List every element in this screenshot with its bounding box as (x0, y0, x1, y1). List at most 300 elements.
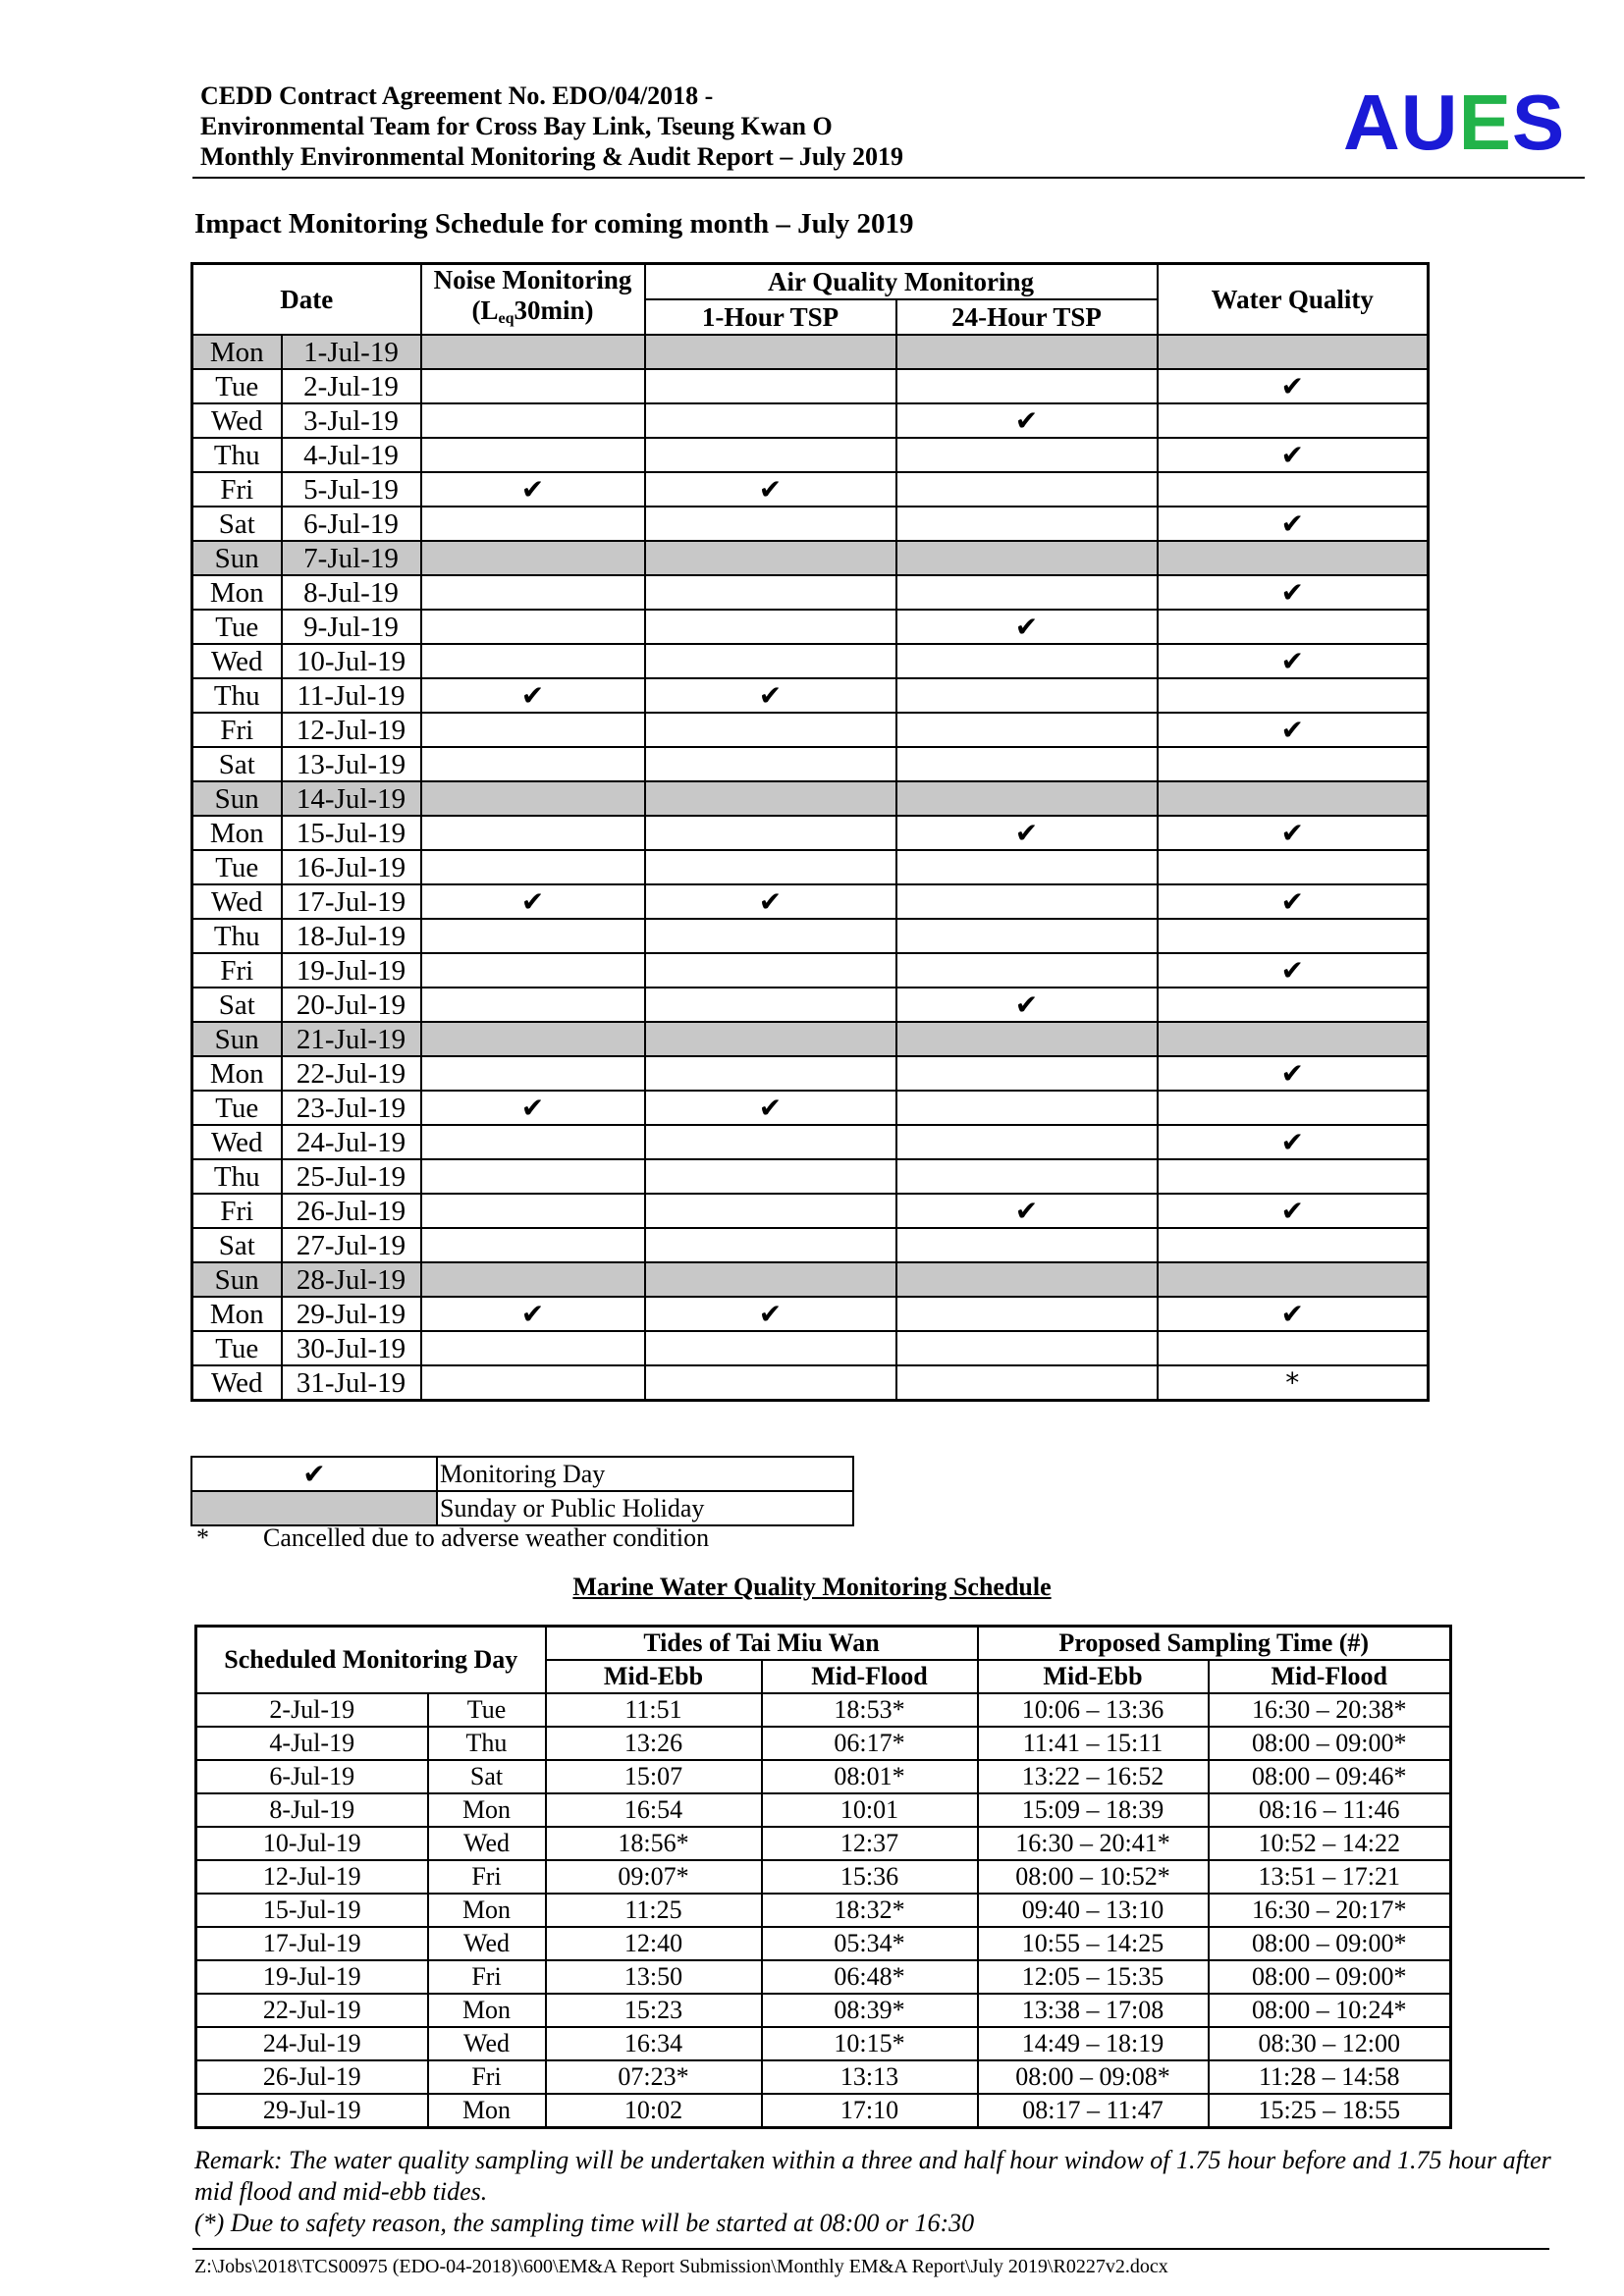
sampling-mid-ebb-cell: 10:06 – 13:36 (978, 1693, 1209, 1727)
tsp-24hour-cell (896, 507, 1158, 541)
tsp-24hour-cell (896, 1297, 1158, 1331)
tide-mid-ebb-cell: 13:26 (546, 1727, 762, 1760)
schedule-row (192, 713, 1429, 747)
tide-mid-flood-cell: 10:15* (762, 2027, 978, 2060)
schedule-row (192, 816, 1429, 850)
tide-mid-ebb-cell: 07:23* (546, 2060, 762, 2094)
noise-cell (421, 816, 645, 850)
tsp-24hour-cell (896, 575, 1158, 610)
noise-cell (421, 953, 645, 988)
schedule-day-cell: Wed (192, 1365, 282, 1401)
tsp-1hour-cell (645, 816, 896, 850)
tsp-24hour-cell (896, 919, 1158, 953)
sampling-mid-flood-cell: 10:52 – 14:22 (1209, 1827, 1451, 1860)
schedule-row (192, 335, 1429, 369)
sampling-mid-ebb-cell: 15:09 – 18:39 (978, 1793, 1209, 1827)
schedule-row (192, 1125, 1429, 1159)
schedule-day-cell: Wed (192, 403, 282, 438)
noise-cell (421, 1159, 645, 1194)
sampling-time-header: Proposed Sampling Time (#) (978, 1627, 1451, 1661)
marine-row (196, 1827, 1451, 1860)
marine-date-cell: 12-Jul-19 (196, 1860, 428, 1894)
marine-row (196, 1960, 1451, 1994)
water-quality-cell (1158, 850, 1429, 884)
marine-day-cell: Wed (428, 2027, 546, 2060)
noise-cell (421, 1331, 645, 1365)
water-quality-cell: ✔ (1158, 507, 1429, 541)
schedule-date-cell: 12-Jul-19 (282, 713, 421, 747)
noise-cell (421, 1056, 645, 1091)
tide-mid-flood-cell: 08:39* (762, 1994, 978, 2027)
marine-row (196, 2027, 1451, 2060)
schedule-day-cell: Mon (192, 1297, 282, 1331)
noise-cell (421, 1194, 645, 1228)
tide-mid-ebb-cell: 11:51 (546, 1693, 762, 1727)
tsp-24hour-cell (896, 472, 1158, 507)
sampling-mid-ebb-cell: 10:55 – 14:25 (978, 1927, 1209, 1960)
schedule-day-cell: Mon (192, 575, 282, 610)
marine-date-cell: 2-Jul-19 (196, 1693, 428, 1727)
schedule-day-cell: Wed (192, 644, 282, 678)
tide-mid-flood-cell: 18:32* (762, 1894, 978, 1927)
tsp-1hour-cell (645, 1228, 896, 1262)
marine-date-cell: 26-Jul-19 (196, 2060, 428, 2094)
tide-mid-ebb-cell: 15:07 (546, 1760, 762, 1793)
marine-row (196, 1927, 1451, 1960)
tsp-24hour-cell (896, 884, 1158, 919)
tsp-24hour-cell (896, 1022, 1158, 1056)
schedule-rows (192, 335, 1429, 1401)
marine-date-cell: 22-Jul-19 (196, 1994, 428, 2027)
marine-day-cell: Fri (428, 1860, 546, 1894)
sampling-mid-ebb-cell: 14:49 – 18:19 (978, 2027, 1209, 2060)
noise-cell (421, 438, 645, 472)
tsp-24hour-cell (896, 1125, 1158, 1159)
tsp-24hour-cell (896, 1091, 1158, 1125)
legend-monitoring-label: Monitoring Day (437, 1457, 853, 1491)
noise-cell: ✔ (421, 472, 645, 507)
sampling-mid-ebb-cell: 16:30 – 20:41* (978, 1827, 1209, 1860)
tide-mid-ebb-cell: 16:34 (546, 2027, 762, 2060)
schedule-title: Impact Monitoring Schedule for coming month – July 2019 (194, 208, 914, 240)
tide-mid-ebb-header: Mid-Ebb (546, 1660, 762, 1693)
water-quality-cell (1158, 1159, 1429, 1194)
water-quality-cell (1158, 678, 1429, 713)
schedule-date-cell: 6-Jul-19 (282, 507, 421, 541)
water-quality-header: Water Quality (1158, 264, 1429, 336)
schedule-date-cell: 14-Jul-19 (282, 781, 421, 816)
schedule-day-cell: Mon (192, 335, 282, 369)
marine-day-cell: Mon (428, 1793, 546, 1827)
date-header: Date (192, 264, 421, 336)
schedule-day-cell: Tue (192, 1091, 282, 1125)
water-quality-cell: ✔ (1158, 575, 1429, 610)
noise-cell: ✔ (421, 678, 645, 713)
water-quality-cell: ✔ (1158, 713, 1429, 747)
noise-header-line1: Noise Monitoring (433, 265, 632, 294)
water-quality-cell: * (1158, 1365, 1429, 1401)
tide-mid-flood-cell: 17:10 (762, 2094, 978, 2128)
schedule-row (192, 438, 1429, 472)
tsp-1hour-cell (645, 541, 896, 575)
scheduled-day-header: Scheduled Monitoring Day (196, 1627, 546, 1694)
tides-header: Tides of Tai Miu Wan (546, 1627, 978, 1661)
tide-mid-flood-cell: 15:36 (762, 1860, 978, 1894)
schedule-row (192, 1022, 1429, 1056)
schedule-day-cell: Tue (192, 610, 282, 644)
tide-mid-flood-cell: 05:34* (762, 1927, 978, 1960)
schedule-row (192, 747, 1429, 781)
schedule-date-cell: 7-Jul-19 (282, 541, 421, 575)
tsp-1hour-cell (645, 1365, 896, 1401)
marine-row (196, 2094, 1451, 2128)
water-quality-cell: ✔ (1158, 369, 1429, 403)
tsp-24hour-header: 24-Hour TSP (896, 299, 1158, 335)
header-line-team: Environmental Team for Cross Bay Link, Tseung Kwan O (200, 112, 833, 140)
water-quality-cell: ✔ (1158, 1125, 1429, 1159)
tide-mid-flood-cell: 12:37 (762, 1827, 978, 1860)
sampling-mid-flood-header: Mid-Flood (1209, 1660, 1451, 1693)
tsp-1hour-cell (645, 1194, 896, 1228)
schedule-row (192, 850, 1429, 884)
water-quality-cell: ✔ (1158, 884, 1429, 919)
tide-mid-flood-cell: 08:01* (762, 1760, 978, 1793)
noise-cell (421, 781, 645, 816)
tsp-24hour-cell (896, 747, 1158, 781)
schedule-row (192, 403, 1429, 438)
noise-header-post: 30min) (514, 295, 594, 325)
noise-cell (421, 850, 645, 884)
schedule-row (192, 644, 1429, 678)
marine-date-cell: 4-Jul-19 (196, 1727, 428, 1760)
schedule-date-cell: 10-Jul-19 (282, 644, 421, 678)
tsp-24hour-cell: ✔ (896, 988, 1158, 1022)
water-quality-cell: ✔ (1158, 816, 1429, 850)
schedule-row (192, 678, 1429, 713)
tsp-24hour-cell (896, 644, 1158, 678)
schedule-day-cell: Wed (192, 884, 282, 919)
tsp-24hour-cell (896, 1159, 1158, 1194)
tsp-1hour-cell (645, 747, 896, 781)
noise-cell (421, 1022, 645, 1056)
water-quality-cell (1158, 1228, 1429, 1262)
noise-cell (421, 919, 645, 953)
tsp-1hour-cell (645, 713, 896, 747)
sampling-mid-ebb-cell: 08:00 – 09:08* (978, 2060, 1209, 2094)
tsp-1hour-cell (645, 1022, 896, 1056)
noise-cell (421, 369, 645, 403)
tsp-24hour-cell (896, 1365, 1158, 1401)
noise-cell (421, 713, 645, 747)
sampling-mid-ebb-cell: 11:41 – 15:11 (978, 1727, 1209, 1760)
water-quality-cell (1158, 988, 1429, 1022)
marine-date-cell: 24-Jul-19 (196, 2027, 428, 2060)
noise-cell (421, 747, 645, 781)
legend-check-icon: ✔ (191, 1457, 437, 1491)
tsp-24hour-cell (896, 1056, 1158, 1091)
schedule-day-cell: Sun (192, 541, 282, 575)
tsp-1hour-cell (645, 438, 896, 472)
tsp-1hour-header: 1-Hour TSP (645, 299, 896, 335)
footer-divider (192, 2248, 1549, 2250)
tide-mid-flood-cell: 10:01 (762, 1793, 978, 1827)
schedule-day-cell: Sat (192, 507, 282, 541)
tsp-1hour-cell (645, 507, 896, 541)
water-quality-cell: ✔ (1158, 953, 1429, 988)
schedule-row (192, 781, 1429, 816)
remark (194, 2145, 1569, 2239)
schedule-row (192, 1297, 1429, 1331)
tsp-1hour-cell (645, 575, 896, 610)
sampling-mid-flood-cell: 08:00 – 09:00* (1209, 1960, 1451, 1994)
schedule-day-cell: Thu (192, 919, 282, 953)
water-quality-cell (1158, 781, 1429, 816)
schedule-day-cell: Tue (192, 1331, 282, 1365)
tsp-24hour-cell: ✔ (896, 816, 1158, 850)
tsp-24hour-cell (896, 1331, 1158, 1365)
legend-holiday-label: Sunday or Public Holiday (437, 1491, 853, 1525)
tsp-1hour-cell: ✔ (645, 1297, 896, 1331)
sampling-mid-ebb-cell: 09:40 – 13:10 (978, 1894, 1209, 1927)
sampling-mid-flood-cell: 16:30 – 20:38* (1209, 1693, 1451, 1727)
schedule-day-cell: Thu (192, 438, 282, 472)
tsp-24hour-cell (896, 335, 1158, 369)
schedule-date-cell: 24-Jul-19 (282, 1125, 421, 1159)
water-quality-cell (1158, 1091, 1429, 1125)
water-quality-cell (1158, 1262, 1429, 1297)
sampling-mid-flood-cell: 08:00 – 09:00* (1209, 1927, 1451, 1960)
logo-letter-e: E (1458, 79, 1512, 166)
water-quality-cell: ✔ (1158, 438, 1429, 472)
schedule-row (192, 1365, 1429, 1401)
schedule-row (192, 1194, 1429, 1228)
tide-mid-ebb-cell: 10:02 (546, 2094, 762, 2128)
tsp-1hour-cell (645, 610, 896, 644)
marine-day-cell: Wed (428, 1827, 546, 1860)
air-quality-header: Air Quality Monitoring (645, 264, 1158, 300)
schedule-day-cell: Sun (192, 1022, 282, 1056)
tide-mid-ebb-cell: 13:50 (546, 1960, 762, 1994)
water-quality-cell (1158, 403, 1429, 438)
sampling-mid-flood-cell: 15:25 – 18:55 (1209, 2094, 1451, 2128)
water-quality-cell: ✔ (1158, 1056, 1429, 1091)
marine-date-cell: 15-Jul-19 (196, 1894, 428, 1927)
schedule-day-cell: Mon (192, 816, 282, 850)
noise-header (421, 264, 645, 336)
tsp-24hour-cell: ✔ (896, 610, 1158, 644)
schedule-date-cell: 22-Jul-19 (282, 1056, 421, 1091)
marine-row (196, 1727, 1451, 1760)
water-quality-cell (1158, 541, 1429, 575)
marine-row (196, 1693, 1451, 1727)
schedule-day-cell: Mon (192, 1056, 282, 1091)
tsp-1hour-cell: ✔ (645, 678, 896, 713)
schedule-day-cell: Fri (192, 472, 282, 507)
schedule-legend (190, 1456, 854, 1526)
marine-date-cell: 6-Jul-19 (196, 1760, 428, 1793)
schedule-date-cell: 31-Jul-19 (282, 1365, 421, 1401)
tsp-1hour-cell (645, 403, 896, 438)
tide-mid-ebb-cell: 11:25 (546, 1894, 762, 1927)
header-divider (192, 177, 1585, 179)
noise-cell (421, 1125, 645, 1159)
header-line-report: Monthly Environmental Monitoring & Audit Report – July 2019 (200, 142, 904, 171)
water-quality-cell (1158, 1331, 1429, 1365)
schedule-day-cell: Fri (192, 953, 282, 988)
schedule-row (192, 1228, 1429, 1262)
water-quality-cell: ✔ (1158, 644, 1429, 678)
noise-header-pre: (L (471, 295, 499, 325)
tide-mid-flood-cell: 13:13 (762, 2060, 978, 2094)
schedule-row (192, 507, 1429, 541)
schedule-date-cell: 16-Jul-19 (282, 850, 421, 884)
logo-letter-s: S (1511, 79, 1566, 166)
schedule-row (192, 1159, 1429, 1194)
schedule-date-cell: 30-Jul-19 (282, 1331, 421, 1365)
noise-cell (421, 575, 645, 610)
tide-mid-ebb-cell: 16:54 (546, 1793, 762, 1827)
schedule-day-cell: Tue (192, 850, 282, 884)
schedule-day-cell: Thu (192, 678, 282, 713)
marine-schedule-table (194, 1625, 1452, 2129)
schedule-date-cell: 11-Jul-19 (282, 678, 421, 713)
schedule-row (192, 541, 1429, 575)
sampling-mid-ebb-cell: 13:22 – 16:52 (978, 1760, 1209, 1793)
tsp-24hour-cell (896, 850, 1158, 884)
sampling-mid-flood-cell: 08:00 – 09:00* (1209, 1727, 1451, 1760)
sampling-mid-ebb-cell: 08:00 – 10:52* (978, 1860, 1209, 1894)
schedule-date-cell: 2-Jul-19 (282, 369, 421, 403)
sampling-mid-ebb-cell: 13:38 – 17:08 (978, 1994, 1209, 2027)
sampling-mid-ebb-cell: 08:17 – 11:47 (978, 2094, 1209, 2128)
marine-date-cell: 10-Jul-19 (196, 1827, 428, 1860)
tide-mid-flood-header: Mid-Flood (762, 1660, 978, 1693)
schedule-row (192, 369, 1429, 403)
water-quality-cell (1158, 335, 1429, 369)
noise-cell (421, 610, 645, 644)
schedule-day-cell: Sun (192, 781, 282, 816)
noise-cell: ✔ (421, 1297, 645, 1331)
tsp-1hour-cell: ✔ (645, 1091, 896, 1125)
tide-mid-ebb-cell: 09:07* (546, 1860, 762, 1894)
tsp-1hour-cell (645, 335, 896, 369)
schedule-row (192, 1331, 1429, 1365)
sampling-mid-flood-cell: 08:16 – 11:46 (1209, 1793, 1451, 1827)
cancel-note (196, 1523, 709, 1553)
tsp-24hour-cell (896, 953, 1158, 988)
tsp-1hour-cell (645, 850, 896, 884)
schedule-day-cell: Sat (192, 747, 282, 781)
marine-day-cell: Mon (428, 1994, 546, 2027)
schedule-date-cell: 19-Jul-19 (282, 953, 421, 988)
schedule-date-cell: 15-Jul-19 (282, 816, 421, 850)
noise-cell (421, 541, 645, 575)
schedule-day-cell: Wed (192, 1125, 282, 1159)
schedule-date-cell: 26-Jul-19 (282, 1194, 421, 1228)
schedule-date-cell: 29-Jul-19 (282, 1297, 421, 1331)
sampling-mid-flood-cell: 08:00 – 10:24* (1209, 1994, 1451, 2027)
schedule-date-cell: 23-Jul-19 (282, 1091, 421, 1125)
schedule-date-cell: 9-Jul-19 (282, 610, 421, 644)
sampling-mid-flood-cell: 11:28 – 14:58 (1209, 2060, 1451, 2094)
tsp-1hour-cell: ✔ (645, 472, 896, 507)
tsp-1hour-cell (645, 369, 896, 403)
schedule-date-cell: 8-Jul-19 (282, 575, 421, 610)
marine-schedule-title: Marine Water Quality Monitoring Schedule (572, 1573, 1052, 1601)
noise-cell (421, 1365, 645, 1401)
schedule-day-cell: Sun (192, 1262, 282, 1297)
impact-monitoring-table (190, 262, 1430, 1402)
noise-cell (421, 644, 645, 678)
logo-letter-a: A (1343, 79, 1401, 166)
marine-row (196, 1860, 1451, 1894)
noise-cell (421, 507, 645, 541)
tide-mid-flood-cell: 06:17* (762, 1727, 978, 1760)
marine-rows (196, 1693, 1451, 2128)
water-quality-cell (1158, 610, 1429, 644)
tsp-24hour-cell: ✔ (896, 403, 1158, 438)
schedule-date-cell: 21-Jul-19 (282, 1022, 421, 1056)
noise-cell: ✔ (421, 1091, 645, 1125)
schedule-date-cell: 1-Jul-19 (282, 335, 421, 369)
marine-row (196, 1760, 1451, 1793)
schedule-date-cell: 28-Jul-19 (282, 1262, 421, 1297)
noise-cell (421, 335, 645, 369)
tsp-24hour-cell (896, 438, 1158, 472)
logo-letter-u: U (1400, 79, 1459, 166)
tsp-1hour-cell (645, 781, 896, 816)
footer-path: Z:\Jobs\2018\TCS00975 (EDO-04-2018)\600\EM&A Report Submission\Monthly EM&A Report\July 2019\R0227v2.docx (194, 2256, 1168, 2277)
marine-day-cell: Mon (428, 2094, 546, 2128)
tsp-1hour-cell (645, 919, 896, 953)
schedule-row (192, 953, 1429, 988)
schedule-day-cell: Tue (192, 369, 282, 403)
schedule-date-cell: 4-Jul-19 (282, 438, 421, 472)
noise-cell (421, 1228, 645, 1262)
tsp-1hour-cell (645, 953, 896, 988)
schedule-day-cell: Fri (192, 713, 282, 747)
aues-logo (1343, 79, 1565, 167)
schedule-day-cell: Fri (192, 1194, 282, 1228)
tsp-24hour-cell (896, 678, 1158, 713)
tide-mid-ebb-cell: 12:40 (546, 1927, 762, 1960)
remark-line2: (*) Due to safety reason, the sampling time will be started at 08:00 or 16:30 (194, 2209, 975, 2237)
schedule-row (192, 610, 1429, 644)
tsp-24hour-cell (896, 713, 1158, 747)
schedule-date-cell: 27-Jul-19 (282, 1228, 421, 1262)
marine-row (196, 1894, 1451, 1927)
marine-row (196, 1994, 1451, 2027)
sampling-mid-flood-cell: 08:00 – 09:46* (1209, 1760, 1451, 1793)
tsp-1hour-cell (645, 1125, 896, 1159)
marine-day-cell: Mon (428, 1894, 546, 1927)
report-header (200, 80, 903, 172)
tsp-1hour-cell (645, 644, 896, 678)
marine-row (196, 2060, 1451, 2094)
tsp-1hour-cell (645, 988, 896, 1022)
marine-day-cell: Fri (428, 1960, 546, 1994)
schedule-date-cell: 5-Jul-19 (282, 472, 421, 507)
legend-holiday-swatch (191, 1491, 437, 1525)
marine-date-cell: 29-Jul-19 (196, 2094, 428, 2128)
water-quality-cell (1158, 919, 1429, 953)
tsp-1hour-cell (645, 1331, 896, 1365)
marine-date-cell: 8-Jul-19 (196, 1793, 428, 1827)
schedule-day-cell: Sat (192, 988, 282, 1022)
schedule-day-cell: Sat (192, 1228, 282, 1262)
noise-cell (421, 988, 645, 1022)
cancel-label: Cancelled due to adverse weather condition (263, 1523, 710, 1552)
